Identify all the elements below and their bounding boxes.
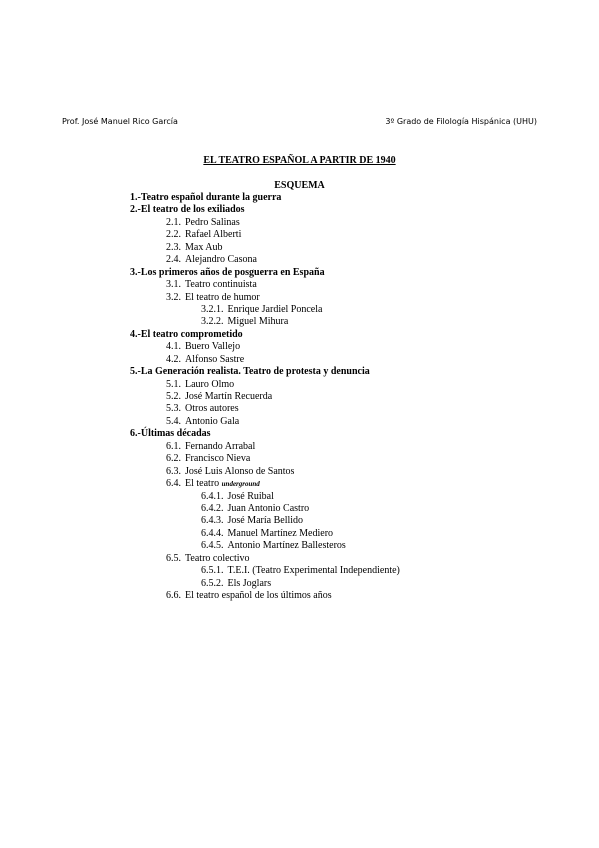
outline-item-text: T.E.I. (Teatro Experimental Independiente) <box>227 565 400 577</box>
outline-item <box>0 503 599 515</box>
outline-item <box>0 540 599 552</box>
outline-item <box>0 515 599 527</box>
outline-item <box>0 229 599 241</box>
outline-item-number: 2.- <box>130 204 141 216</box>
outline-item <box>0 428 599 440</box>
outline-item-text: José María Bellido <box>227 515 304 527</box>
outline-item-text: Otros autores <box>185 403 239 415</box>
outline-item-text: Fernando Arrabal <box>185 440 256 452</box>
outline-item-text: José Martín Recuerda <box>185 391 273 402</box>
outline-item-text: El teatro <box>185 478 220 490</box>
outline-item <box>0 242 599 254</box>
outline-item <box>0 528 599 540</box>
outline-item-text: Teatro español durante la guerra <box>140 192 282 203</box>
outline-item <box>0 565 599 577</box>
outline-item <box>0 279 599 291</box>
outline-item-emphasis: underground <box>221 480 260 489</box>
outline-item-text: Antonio Martínez Ballesteros <box>227 540 346 552</box>
outline-item-number: 6.5.2. <box>201 577 224 589</box>
outline-item-text: Buero Vallejo <box>185 341 241 353</box>
outline-item <box>0 341 599 353</box>
outline-item-text: Teatro continuista <box>185 279 257 291</box>
outline-item-number: 2.3. <box>166 241 181 253</box>
outline-item-number: 2.2. <box>166 229 181 241</box>
outline-item-text: Antonio Gala <box>185 415 240 427</box>
outline-item-number: 6.4.2. <box>201 502 224 514</box>
outline-item-number: 6.5.1. <box>201 565 224 577</box>
outline-item-number: 6.6. <box>166 590 181 601</box>
outline-item <box>0 491 599 503</box>
outline-item <box>0 478 599 490</box>
outline-item <box>0 553 599 565</box>
outline-item <box>0 354 599 366</box>
outline-item-number: 1.- <box>130 192 141 203</box>
outline-item-text: El teatro de los exiliados <box>140 204 245 216</box>
outline-item-number: 3.2.1. <box>201 303 224 315</box>
outline-item-number: 6.4. <box>166 478 181 490</box>
outline-item-number: 5.2. <box>166 391 181 402</box>
outline-item <box>0 192 599 204</box>
outline-item-number: 6.- <box>130 428 141 440</box>
outline-item-text: José Luis Alonso de Santos <box>185 465 295 477</box>
outline-item-number: 6.1. <box>166 440 181 452</box>
outline-item-number: 6.5. <box>166 552 181 564</box>
outline-item <box>0 366 599 378</box>
outline-item-number: 4.- <box>130 328 141 340</box>
outline-item-text: Manuel Martínez Mediero <box>227 527 334 539</box>
outline-item-number: 5.4. <box>166 415 181 427</box>
outline-item-number: 6.4.1. <box>201 490 224 502</box>
outline-item-text: Lauro Olmo <box>185 378 235 390</box>
outline-item-text: Els Joglars <box>227 577 272 589</box>
outline-item-number: 4.1. <box>166 341 181 353</box>
header-author: Prof. José Manuel Rico García <box>62 117 178 126</box>
outline-list <box>0 192 599 602</box>
outline-item-number: 3.2.2. <box>201 316 224 328</box>
outline-item <box>0 204 599 216</box>
outline-item-text: Teatro colectivo <box>185 552 250 564</box>
outline-item-text: Juan Antonio Castro <box>227 502 310 514</box>
outline-item-text: Los primeros años de posguerra en España <box>140 266 325 278</box>
page-header <box>62 116 537 128</box>
outline-item-number: 6.3. <box>166 465 181 477</box>
outline-item-text: El teatro de humor <box>185 291 260 303</box>
outline-item-number: 6.2. <box>166 453 181 465</box>
outline-item-number: 6.4.3. <box>201 515 224 527</box>
outline-item <box>0 416 599 428</box>
outline-item <box>0 441 599 453</box>
outline-item-number: 5.3. <box>166 403 181 415</box>
outline-item-number: 6.4.5. <box>201 540 224 552</box>
outline-item-number: 3.1. <box>166 279 181 291</box>
outline-item <box>0 329 599 341</box>
outline-item-text: Últimas décadas <box>140 428 211 440</box>
outline-item-number: 3.2. <box>166 291 181 303</box>
outline-item <box>0 403 599 415</box>
outline-item-number: 4.2. <box>166 353 181 365</box>
outline-item-text: Alfonso Sastre <box>185 353 245 365</box>
outline-item <box>0 590 599 602</box>
outline-item-number: 2.4. <box>166 254 181 266</box>
outline-item-text: Rafael Alberti <box>185 229 242 241</box>
outline-heading: ESQUEMA <box>274 180 325 191</box>
outline-item <box>0 391 599 403</box>
outline-item-text: El teatro español de los últimos años <box>185 590 332 601</box>
outline-item-number: 6.4.4. <box>201 527 224 539</box>
outline-item <box>0 267 599 279</box>
outline-item <box>0 578 599 590</box>
outline-item-text: Max Aub <box>185 241 223 253</box>
outline-item-number: 2.1. <box>166 216 181 228</box>
outline-item <box>0 466 599 478</box>
header-course: 3º Grado de Filología Hispánica (UHU) <box>385 117 537 126</box>
outline-item <box>0 304 599 316</box>
outline-item-text: Enrique Jardiel Poncela <box>227 303 323 315</box>
outline-item-number: 3.- <box>130 266 141 278</box>
outline-item-text: La Generación realista. Teatro de protesta y denuncia <box>140 366 370 378</box>
outline-item <box>0 379 599 391</box>
outline-item-number: 5.1. <box>166 378 181 390</box>
outline-item-text: Francisco Nieva <box>185 453 251 465</box>
outline-item <box>0 217 599 229</box>
outline-item <box>0 316 599 328</box>
outline-item-text: Miguel Mihura <box>227 316 289 328</box>
outline-item-number: 5.- <box>130 366 141 378</box>
outline-item-text: Pedro Salinas <box>185 216 240 228</box>
outline-item-text: El teatro comprometido <box>140 328 243 340</box>
outline-item <box>0 254 599 266</box>
outline-item <box>0 292 599 304</box>
document-title: EL TEATRO ESPAÑOL A PARTIR DE 1940 <box>203 155 396 166</box>
outline-item-text: José Ruibal <box>227 490 274 502</box>
outline-item-text: Alejandro Casona <box>185 254 257 266</box>
outline-item <box>0 453 599 465</box>
